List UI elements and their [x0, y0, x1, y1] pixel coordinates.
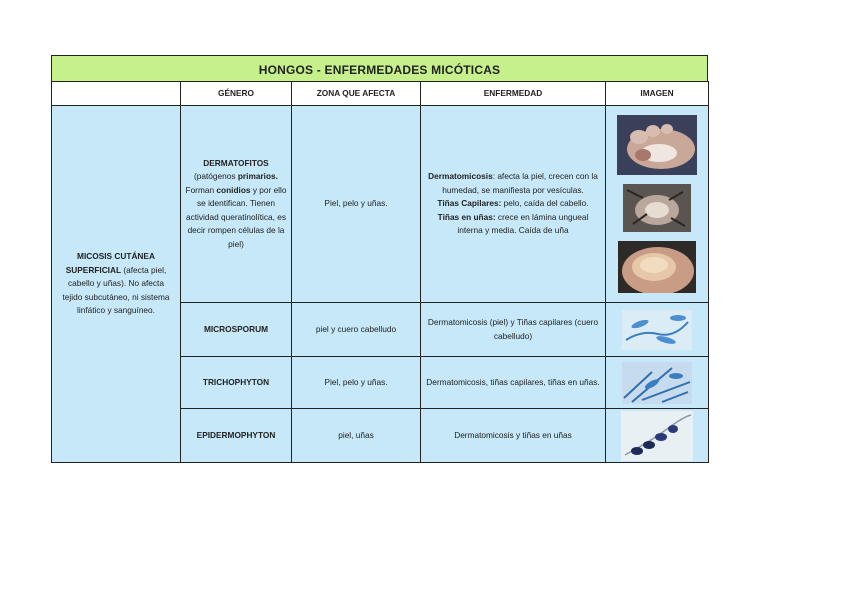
disease-desc: : afecta la piel, crecen con la humedad, se manifiesta por vesículas. [442, 171, 598, 195]
microsporum-image [622, 310, 692, 350]
zone-cell: piel y cuero cabelludo [292, 303, 421, 357]
disease-cell [421, 106, 606, 303]
image-cell [606, 106, 709, 303]
genus-cell: TRICHOPHYTON [181, 357, 292, 409]
disease-term: Tiñas Capilares: [437, 198, 502, 209]
disease-desc: crece en lámina ungueal interna y media. Caída de uña [457, 211, 589, 236]
header-zona: ZONA QUE AFECTA [292, 82, 421, 106]
genus-desc-bold: primarios. [237, 171, 278, 182]
zone-cell: piel, uñas [292, 409, 421, 463]
disease-cell: Dermatomicosis y tiñas en uñas [421, 409, 606, 463]
genus-desc-part: Forman [185, 184, 217, 195]
genus-desc-bold: conidios [216, 184, 251, 195]
category-name: MICOSIS CUTÁNEA SUPERFICIAL [65, 251, 155, 275]
nail-lesion-image [618, 241, 696, 293]
table-row [52, 106, 709, 303]
genus-cell: MICROSPORUM [181, 303, 292, 357]
genus-name: DERMATOFITOS [203, 158, 269, 169]
genus-desc-part: (patógenos [194, 171, 238, 182]
disease-cell: Dermatomicosis (piel) y Tiñas capilares (cuero cabelludo) [421, 303, 606, 357]
fungi-table [51, 81, 709, 463]
genus-cell [181, 106, 292, 303]
epidermophyton-image [621, 411, 693, 461]
scalp-lesion-image [623, 184, 691, 232]
header-genero: GÉNERO [181, 82, 292, 106]
disease-desc: pelo, caída del cabello. [501, 198, 589, 209]
table-title: HONGOS - ENFERMEDADES MICÓTICAS [51, 55, 708, 81]
genus-desc-part: y por ello se identifican. Tienen actividad queratinolítica, es decir rompen células de la piel) [185, 184, 287, 249]
header-row [52, 82, 709, 106]
header-blank [52, 82, 181, 106]
disease-term: Dermatomicosis [428, 171, 493, 182]
image-cell [606, 409, 709, 463]
image-cell [606, 357, 709, 409]
disease-cell: Dermatomicosis, tiñas capilares, tiñas en uñas. [421, 357, 606, 409]
disease-term: Tiñas en uñas: [437, 211, 496, 222]
image-cell [606, 303, 709, 357]
fungi-table-sheet [51, 55, 708, 463]
zone-cell: Piel, pelo y uñas. [292, 106, 421, 303]
zone-cell: Piel, pelo y uñas. [292, 357, 421, 409]
category-cell [52, 106, 181, 463]
trichophyton-image [622, 362, 692, 404]
header-enfermedad: ENFERMEDAD [421, 82, 606, 106]
header-imagen: IMAGEN [606, 82, 709, 106]
foot-lesion-image [617, 115, 697, 175]
category-desc: (afecta piel, cabello y uñas). No afecta tejido subcutáneo, ni sistema linfático y sanguíneo. [62, 264, 170, 316]
genus-cell: EPIDERMOPHYTON [181, 409, 292, 463]
